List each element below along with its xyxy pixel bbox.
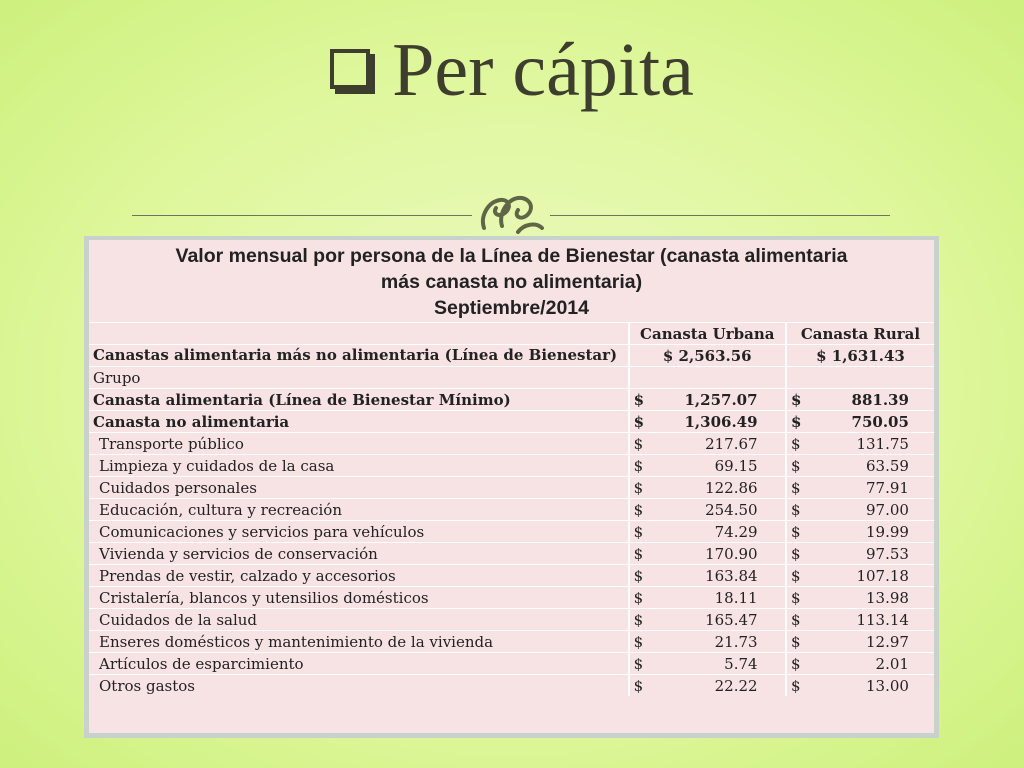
currency-symbol: $ <box>633 654 644 673</box>
row-label: Transporte público <box>89 433 629 455</box>
urbana-cell <box>629 433 786 455</box>
urbana-value: 254.50 <box>705 500 758 519</box>
table-row <box>89 653 934 675</box>
currency-symbol: $ <box>790 434 801 453</box>
linea-bienestar-label: Canastas alimentaria más no alimentaria (Línea de Bienestar) <box>89 345 629 367</box>
rural-value: 97.00 <box>865 500 909 519</box>
table-row <box>89 565 934 587</box>
row-label: Cuidados de la salud <box>89 609 629 631</box>
urbana-cell <box>629 411 786 433</box>
currency-symbol: $ <box>790 544 801 563</box>
rural-cell <box>786 587 934 609</box>
currency-symbol: $ <box>790 500 801 519</box>
rural-value: 13.00 <box>865 676 909 695</box>
currency-symbol: $ <box>790 654 801 673</box>
table-panel <box>89 240 934 733</box>
urbana-cell <box>629 389 786 411</box>
rural-value: 750.05 <box>851 412 909 431</box>
row-label: Comunicaciones y servicios para vehículos <box>89 521 629 543</box>
group-blank-rural <box>786 367 934 389</box>
currency-symbol: $ <box>790 412 802 431</box>
urbana-value: 18.11 <box>714 588 758 607</box>
urbana-value: 69.15 <box>714 456 758 475</box>
group-blank-urbana <box>629 367 786 389</box>
rural-value: 107.18 <box>856 566 909 585</box>
row-label: Vivienda y servicios de conservación <box>89 543 629 565</box>
urbana-value: 21.73 <box>714 632 758 651</box>
rural-cell <box>786 389 934 411</box>
urbana-value: 22.22 <box>714 676 758 695</box>
currency-symbol: $ <box>633 588 644 607</box>
currency-symbol: $ <box>633 632 644 651</box>
rural-cell <box>786 631 934 653</box>
urbana-cell <box>629 521 786 543</box>
table-title-line-3: Septiembre/2014 <box>433 297 589 319</box>
urbana-value: 1,306.49 <box>684 412 758 431</box>
linea-bienestar-rural: $ 1,631.43 <box>786 345 934 367</box>
table-row <box>89 587 934 609</box>
currency-symbol: $ <box>790 522 801 541</box>
urbana-value: 165.47 <box>705 610 758 629</box>
table-row <box>89 499 934 521</box>
urbana-value: 5.74 <box>724 654 758 673</box>
urbana-cell <box>629 455 786 477</box>
currency-symbol: $ <box>633 434 644 453</box>
rural-value: 12.97 <box>865 632 909 651</box>
urbana-cell <box>629 499 786 521</box>
currency-symbol: $ <box>633 390 644 409</box>
row-label: Canasta alimentaria (Línea de Bienestar Mínimo) <box>89 389 629 411</box>
currency-symbol: $ <box>790 456 801 475</box>
rural-value: 97.53 <box>865 544 909 563</box>
rural-cell <box>786 565 934 587</box>
row-label: Prendas de vestir, calzado y accesorios <box>89 565 629 587</box>
urbana-value: 1,257.07 <box>684 390 758 409</box>
currency-symbol: $ <box>633 676 644 695</box>
rural-cell <box>786 609 934 631</box>
rural-cell <box>786 521 934 543</box>
currency-symbol: $ <box>633 412 644 431</box>
currency-symbol: $ <box>633 544 644 563</box>
table-row <box>89 411 934 433</box>
rural-cell <box>786 477 934 499</box>
currency-symbol: $ <box>790 632 801 651</box>
rural-value: 113.14 <box>856 610 909 629</box>
rural-value: 13.98 <box>865 588 909 607</box>
table-row <box>89 609 934 631</box>
currency-symbol: $ <box>633 566 644 585</box>
divider-right <box>550 215 890 216</box>
rural-cell <box>786 433 934 455</box>
urbana-cell <box>629 565 786 587</box>
group-header-row <box>89 367 934 389</box>
urbana-value: 74.29 <box>714 522 758 541</box>
table-row <box>89 631 934 653</box>
urbana-cell <box>629 631 786 653</box>
currency-symbol: $ <box>790 478 801 497</box>
table-row <box>89 389 934 411</box>
column-header-urbana: Canasta Urbana <box>629 323 786 345</box>
currency-symbol: $ <box>790 610 801 629</box>
table-row <box>89 477 934 499</box>
urbana-value: 163.84 <box>705 566 758 585</box>
slide-title-text: Per cápita <box>392 28 694 112</box>
row-label: Enseres domésticos y mantenimiento de la vivienda <box>89 631 629 653</box>
currency-symbol: $ <box>790 588 801 607</box>
column-header-rural: Canasta Rural <box>786 323 934 345</box>
table-row <box>89 521 934 543</box>
urbana-cell <box>629 675 786 697</box>
table-row <box>89 675 934 697</box>
rural-cell <box>786 675 934 697</box>
column-header-row <box>89 323 934 345</box>
rural-value: 77.91 <box>865 478 909 497</box>
currency-symbol: $ <box>633 500 644 519</box>
table-row <box>89 455 934 477</box>
urbana-value: 170.90 <box>705 544 758 563</box>
row-label: Cristalería, blancos y utensilios domésticos <box>89 587 629 609</box>
urbana-cell <box>629 653 786 675</box>
rural-cell <box>786 653 934 675</box>
row-label: Canasta no alimentaria <box>89 411 629 433</box>
rural-value: 19.99 <box>865 522 909 541</box>
flourish-icon <box>478 188 546 236</box>
linea-bienestar-row <box>89 345 934 367</box>
row-label: Artículos de esparcimiento <box>89 653 629 675</box>
rural-value: 881.39 <box>851 390 909 409</box>
linea-bienestar-urbana: $ 2,563.56 <box>629 345 786 367</box>
rural-value: 63.59 <box>865 456 909 475</box>
currency-symbol: $ <box>633 610 644 629</box>
row-label: Limpieza y cuidados de la casa <box>89 455 629 477</box>
table-title-line-1: Valor mensual por persona de la Línea de Bienestar (canasta alimentaria <box>175 245 848 267</box>
row-label: Educación, cultura y recreación <box>89 499 629 521</box>
table-row <box>89 543 934 565</box>
checkbox-icon <box>330 49 370 89</box>
rural-value: 2.01 <box>875 654 909 673</box>
column-header-blank <box>89 323 629 345</box>
row-label: Cuidados personales <box>89 477 629 499</box>
urbana-cell <box>629 609 786 631</box>
divider-left <box>132 215 472 216</box>
currency-symbol: $ <box>790 390 802 409</box>
rural-cell <box>786 411 934 433</box>
rural-cell <box>786 499 934 521</box>
urbana-cell <box>629 477 786 499</box>
rural-value: 131.75 <box>856 434 909 453</box>
table-title <box>89 240 934 321</box>
group-label: Grupo <box>89 367 629 389</box>
slide-title <box>0 28 1024 112</box>
currency-symbol: $ <box>790 676 801 695</box>
table-title-line-2: más canasta no alimentaria) <box>380 271 643 293</box>
currency-symbol: $ <box>633 478 644 497</box>
currency-symbol: $ <box>633 522 644 541</box>
rural-cell <box>786 455 934 477</box>
row-label: Otros gastos <box>89 675 629 697</box>
currency-symbol: $ <box>633 456 644 475</box>
urbana-cell <box>629 587 786 609</box>
currency-symbol: $ <box>790 566 801 585</box>
urbana-cell <box>629 543 786 565</box>
table-image <box>84 236 939 738</box>
data-table <box>89 322 934 696</box>
rural-cell <box>786 543 934 565</box>
urbana-value: 122.86 <box>705 478 758 497</box>
urbana-value: 217.67 <box>705 434 758 453</box>
table-row <box>89 433 934 455</box>
